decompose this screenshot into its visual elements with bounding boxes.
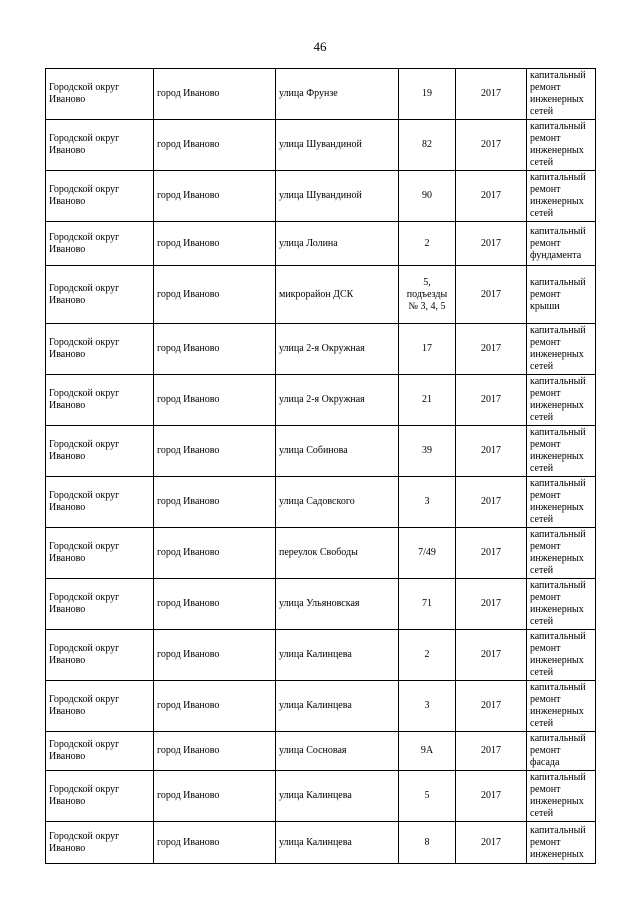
house-number-cell: 39 [399,426,456,477]
table-row [46,822,596,864]
district-cell: Городской округ Иваново [46,222,154,266]
street-cell: улица Калинцева [276,771,399,822]
table-row [46,375,596,426]
city-cell: город Иваново [154,266,276,324]
work-type-cell: капитальный ремонт инженерных [527,822,596,864]
year-cell: 2017 [456,477,527,528]
year-cell: 2017 [456,266,527,324]
table-row [46,732,596,771]
table-row [46,120,596,171]
district-cell: Городской округ Иваново [46,375,154,426]
city-cell: город Иваново [154,771,276,822]
year-cell: 2017 [456,732,527,771]
work-type-cell: капитальный ремонт инженерных сетей [527,630,596,681]
house-number-cell: 21 [399,375,456,426]
district-cell: Городской округ Иваново [46,120,154,171]
page-number: 46 [313,39,327,54]
house-number-cell: 5, подъезды № 3, 4, 5 [399,266,456,324]
house-number-cell: 3 [399,681,456,732]
city-cell: город Иваново [154,630,276,681]
district-cell: Городской округ Иваново [46,528,154,579]
street-cell: улица Калинцева [276,822,399,864]
street-cell: улица Лолина [276,222,399,266]
city-cell: город Иваново [154,426,276,477]
house-number-cell: 17 [399,324,456,375]
year-cell: 2017 [456,630,527,681]
table-row [46,771,596,822]
district-cell: Городской округ Иваново [46,69,154,120]
street-cell: улица Сосновая [276,732,399,771]
district-cell: Городской округ Иваново [46,822,154,864]
city-cell: город Иваново [154,120,276,171]
year-cell: 2017 [456,771,527,822]
work-type-cell: капитальный ремонт крыши [527,266,596,324]
table-row [46,528,596,579]
table-body [46,69,596,864]
district-cell: Городской округ Иваново [46,771,154,822]
work-type-cell: капитальный ремонт инженерных сетей [527,324,596,375]
city-cell: город Иваново [154,375,276,426]
house-number-cell: 9А [399,732,456,771]
street-cell: улица Калинцева [276,681,399,732]
table-row [46,477,596,528]
city-cell: город Иваново [154,822,276,864]
work-type-cell: капитальный ремонт инженерных сетей [527,528,596,579]
street-cell: улица Калинцева [276,630,399,681]
house-number-cell: 82 [399,120,456,171]
year-cell: 2017 [456,426,527,477]
house-number-cell: 19 [399,69,456,120]
year-cell: 2017 [456,579,527,630]
table-row [46,426,596,477]
street-cell: улица Шувандиной [276,120,399,171]
street-cell: улица Собинова [276,426,399,477]
street-cell: улица Садовского [276,477,399,528]
table-row [46,681,596,732]
district-cell: Городской округ Иваново [46,630,154,681]
work-type-cell: капитальный ремонт инженерных сетей [527,171,596,222]
district-cell: Городской округ Иваново [46,732,154,771]
table-row [46,69,596,120]
district-cell: Городской округ Иваново [46,681,154,732]
year-cell: 2017 [456,222,527,266]
work-type-cell: капитальный ремонт фундамента [527,222,596,266]
house-number-cell: 3 [399,477,456,528]
city-cell: город Иваново [154,681,276,732]
table-row [46,630,596,681]
work-type-cell: капитальный ремонт инженерных сетей [527,771,596,822]
work-type-cell: капитальный ремонт инженерных сетей [527,426,596,477]
year-cell: 2017 [456,528,527,579]
house-number-cell: 7/49 [399,528,456,579]
work-type-cell: капитальный ремонт инженерных сетей [527,681,596,732]
table-row [46,171,596,222]
year-cell: 2017 [456,681,527,732]
city-cell: город Иваново [154,732,276,771]
street-cell: улица 2-я Окружная [276,324,399,375]
house-number-cell: 5 [399,771,456,822]
city-cell: город Иваново [154,477,276,528]
year-cell: 2017 [456,171,527,222]
district-cell: Городской округ Иваново [46,266,154,324]
table-row [46,579,596,630]
city-cell: город Иваново [154,69,276,120]
city-cell: город Иваново [154,171,276,222]
table-row [46,324,596,375]
house-number-cell: 71 [399,579,456,630]
district-cell: Городской округ Иваново [46,171,154,222]
house-number-cell: 2 [399,630,456,681]
year-cell: 2017 [456,69,527,120]
street-cell: микрорайон ДСК [276,266,399,324]
city-cell: город Иваново [154,528,276,579]
street-cell: улица 2-я Окружная [276,375,399,426]
street-cell: улица Шувандиной [276,171,399,222]
table-row [46,222,596,266]
city-cell: город Иваново [154,579,276,630]
city-cell: город Иваново [154,222,276,266]
house-number-cell: 8 [399,822,456,864]
work-type-cell: капитальный ремонт инженерных сетей [527,69,596,120]
year-cell: 2017 [456,120,527,171]
repair-schedule-table [45,68,596,864]
year-cell: 2017 [456,375,527,426]
city-cell: город Иваново [154,324,276,375]
street-cell: улица Ульяновская [276,579,399,630]
work-type-cell: капитальный ремонт фасада [527,732,596,771]
district-cell: Городской округ Иваново [46,579,154,630]
house-number-cell: 90 [399,171,456,222]
district-cell: Городской округ Иваново [46,324,154,375]
street-cell: улица Фрунзе [276,69,399,120]
work-type-cell: капитальный ремонт инженерных сетей [527,477,596,528]
house-number-cell: 2 [399,222,456,266]
year-cell: 2017 [456,324,527,375]
table-row [46,266,596,324]
year-cell: 2017 [456,822,527,864]
district-cell: Городской округ Иваново [46,426,154,477]
work-type-cell: капитальный ремонт инженерных сетей [527,579,596,630]
work-type-cell: капитальный ремонт инженерных сетей [527,120,596,171]
work-type-cell: капитальный ремонт инженерных сетей [527,375,596,426]
street-cell: переулок Свободы [276,528,399,579]
district-cell: Городской округ Иваново [46,477,154,528]
